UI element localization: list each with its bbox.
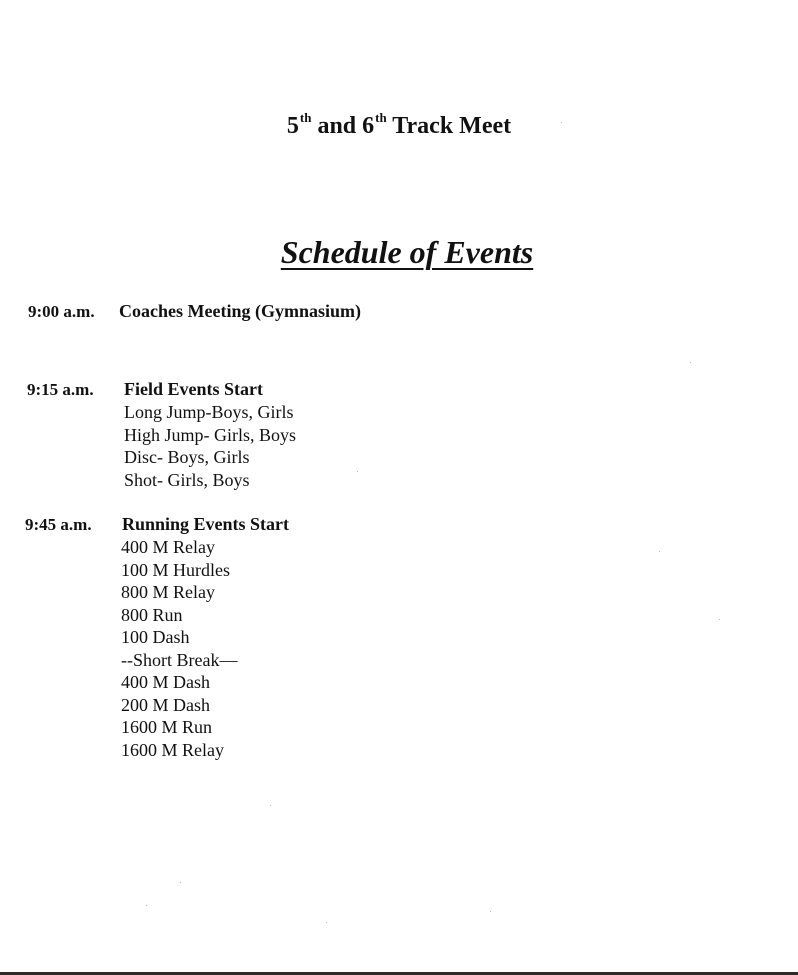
- scan-speck: [146, 905, 147, 906]
- scan-speck: [719, 619, 720, 620]
- list-item: 1600 M Run: [121, 717, 213, 737]
- time-field-events: 9:15 a.m.: [27, 380, 94, 399]
- schedule-heading: Schedule of Events: [280, 234, 534, 270]
- scan-speck: [490, 911, 491, 912]
- title-grade-6: 6: [362, 113, 375, 139]
- list-item: 800 M Relay: [121, 582, 215, 602]
- scan-speck: [561, 122, 562, 123]
- list-item: 100 M Hurdles: [121, 559, 230, 580]
- title-event-name: Track Meet: [392, 113, 512, 139]
- time-coaches-meeting: 9:00 a.m.: [28, 302, 95, 321]
- list-item: 100 Dash: [121, 627, 190, 647]
- list-item: 400 M Dash: [121, 672, 210, 692]
- list-item: High Jump- Girls, Boys: [124, 424, 297, 445]
- list-item: Disc- Boys, Girls: [124, 447, 250, 467]
- list-item: 400 M Relay: [121, 537, 215, 557]
- scan-speck: [659, 551, 660, 552]
- title-grade-5-suffix: th: [299, 110, 312, 125]
- field-events-list: [124, 401, 296, 491]
- title-grade-6-suffix: th: [375, 110, 387, 125]
- list-item: Long Jump-Boys, Girls: [124, 402, 294, 422]
- scan-speck: [270, 805, 271, 806]
- scan-speck: [326, 922, 327, 923]
- coaches-meeting-heading: Coaches Meeting (Gymnasium): [119, 301, 361, 321]
- title-connector: and: [317, 113, 357, 139]
- time-running-events: 9:45 a.m.: [25, 515, 92, 534]
- running-events-list: [121, 536, 237, 761]
- list-item: --Short Break—: [121, 649, 238, 670]
- list-item: 800 Run: [121, 604, 183, 625]
- scan-speck: [690, 362, 691, 363]
- title-grade-5: 5: [286, 113, 299, 139]
- scan-speck: [357, 471, 358, 472]
- field-events-heading: Field Events Start: [124, 379, 263, 399]
- list-item: Shot- Girls, Boys: [124, 469, 250, 490]
- list-item: 1600 M Relay: [121, 739, 224, 760]
- page-title: [0, 112, 798, 140]
- scan-speck: [180, 882, 181, 883]
- list-item: 200 M Dash: [121, 694, 210, 715]
- running-events-heading: Running Events Start: [122, 514, 290, 534]
